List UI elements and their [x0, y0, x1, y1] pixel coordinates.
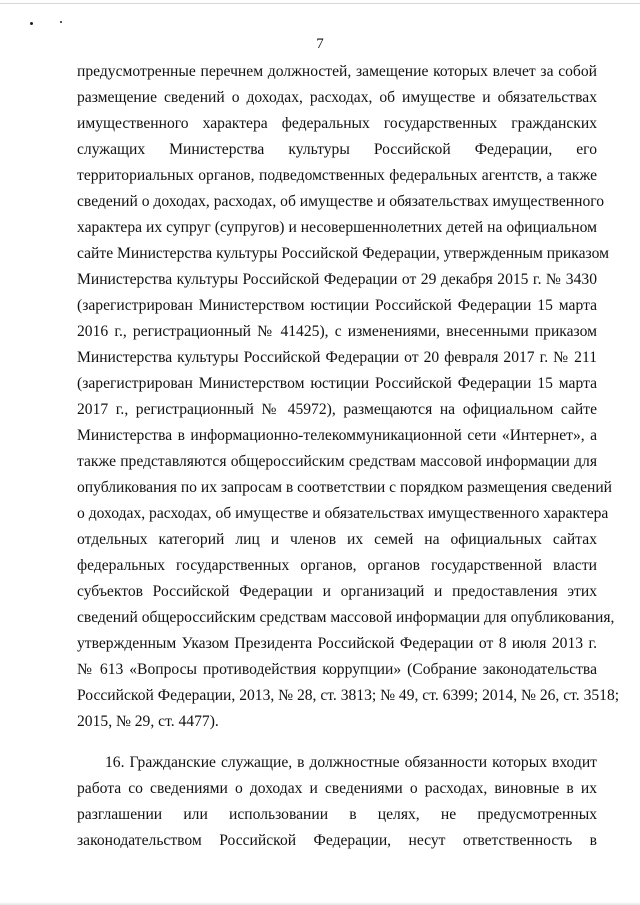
text-line: № 613 «Вопросы противодействия коррупции» (Собрание законодательства — [77, 661, 597, 678]
document-body — [77, 59, 620, 854]
scan-edge-top — [0, 3, 640, 4]
text-line: (зарегистрирован Министерством юстиции Российской Федерации 15 марта — [77, 297, 597, 314]
text-line: Российской Федерации, 2013, № 28, ст. 3813; № 49, ст. 6399; 2014, № 26, ст. 3518; — [77, 687, 620, 704]
text-line: федеральных государственных органов, органов государственной власти — [77, 557, 597, 574]
text-line: законодательством Российской Федерации, несут ответственность в — [77, 832, 597, 849]
text-line: сайте Министерства культуры Российской Федерации, утвержденным приказом — [77, 245, 609, 262]
text-line: утвержденным Указом Президента Российской Федерации от 8 июля 2013 г. — [77, 635, 597, 652]
text-line: отдельных категорий лиц и членов их семей на официальных сайтах — [77, 531, 597, 548]
text-line: территориальных органов, подведомственных федеральных агентств, а также — [77, 167, 597, 184]
text-line: субъектов Российской Федерации и организаций и предоставления этих — [77, 583, 597, 600]
text-line: служащих Министерства культуры Российской Федерации, его — [77, 141, 597, 158]
text-line: характера их супруг (супругов) и несовершеннолетних детей на официальном — [77, 219, 597, 236]
text-line: также представляются общероссийским средствам массовой информации для — [77, 453, 597, 470]
text-line: о доходах, расходах, об имуществе и обязательствах имущественного характера — [77, 505, 609, 522]
paragraph-15-continuation — [77, 59, 620, 735]
text-line: имущественного характера федеральных государственных гражданских — [77, 115, 597, 132]
paragraph-gap — [77, 735, 597, 750]
text-line-first: 16. Гражданские служащие, в должностные обязанности которых входит — [105, 754, 597, 771]
text-line: Министерства культуры Российской Федерации от 29 декабря 2015 г. № 3430 — [77, 271, 597, 288]
page-number: 7 — [316, 36, 324, 52]
text-line-last: 2015, № 29, ст. 4477). — [77, 713, 219, 730]
text-line: разглашении или использовании в целях, не предусмотренных — [77, 806, 597, 823]
text-line: сведений о доходах, расходах, об имуществе и обязательствах имущественного — [77, 193, 605, 210]
text-line: Министерства культуры Российской Федерации от 20 февраля 2017 г. № 211 — [77, 349, 597, 366]
text-line: сведений общероссийским средствам массовой информации для опубликования, — [77, 609, 615, 626]
text-line: Министерства в информационно-телекоммуникационной сети «Интернет», а — [77, 427, 597, 444]
text-line: работа со сведениями о доходах и сведениями о расходах, виновные в их — [77, 780, 597, 797]
text-line: предусмотренные перечнем должностей, замещение которых влечет за собой — [77, 63, 597, 80]
paragraph-16 — [77, 750, 597, 854]
text-line: 2016 г., регистрационный № 41425), с изменениями, внесенными приказом — [77, 323, 597, 340]
scan-speck — [30, 22, 33, 25]
text-line: (зарегистрирован Министерством юстиции Российской Федерации 15 марта — [77, 375, 597, 392]
text-line: 2017 г., регистрационный № 45972), размещаются на официальном сайте — [77, 401, 597, 418]
scan-speck — [60, 21, 62, 23]
text-line: размещение сведений о доходах, расходах, об имуществе и обязательствах — [77, 89, 597, 106]
text-line: опубликования по их запросам в соответствии с порядком размещения сведений — [77, 479, 613, 496]
